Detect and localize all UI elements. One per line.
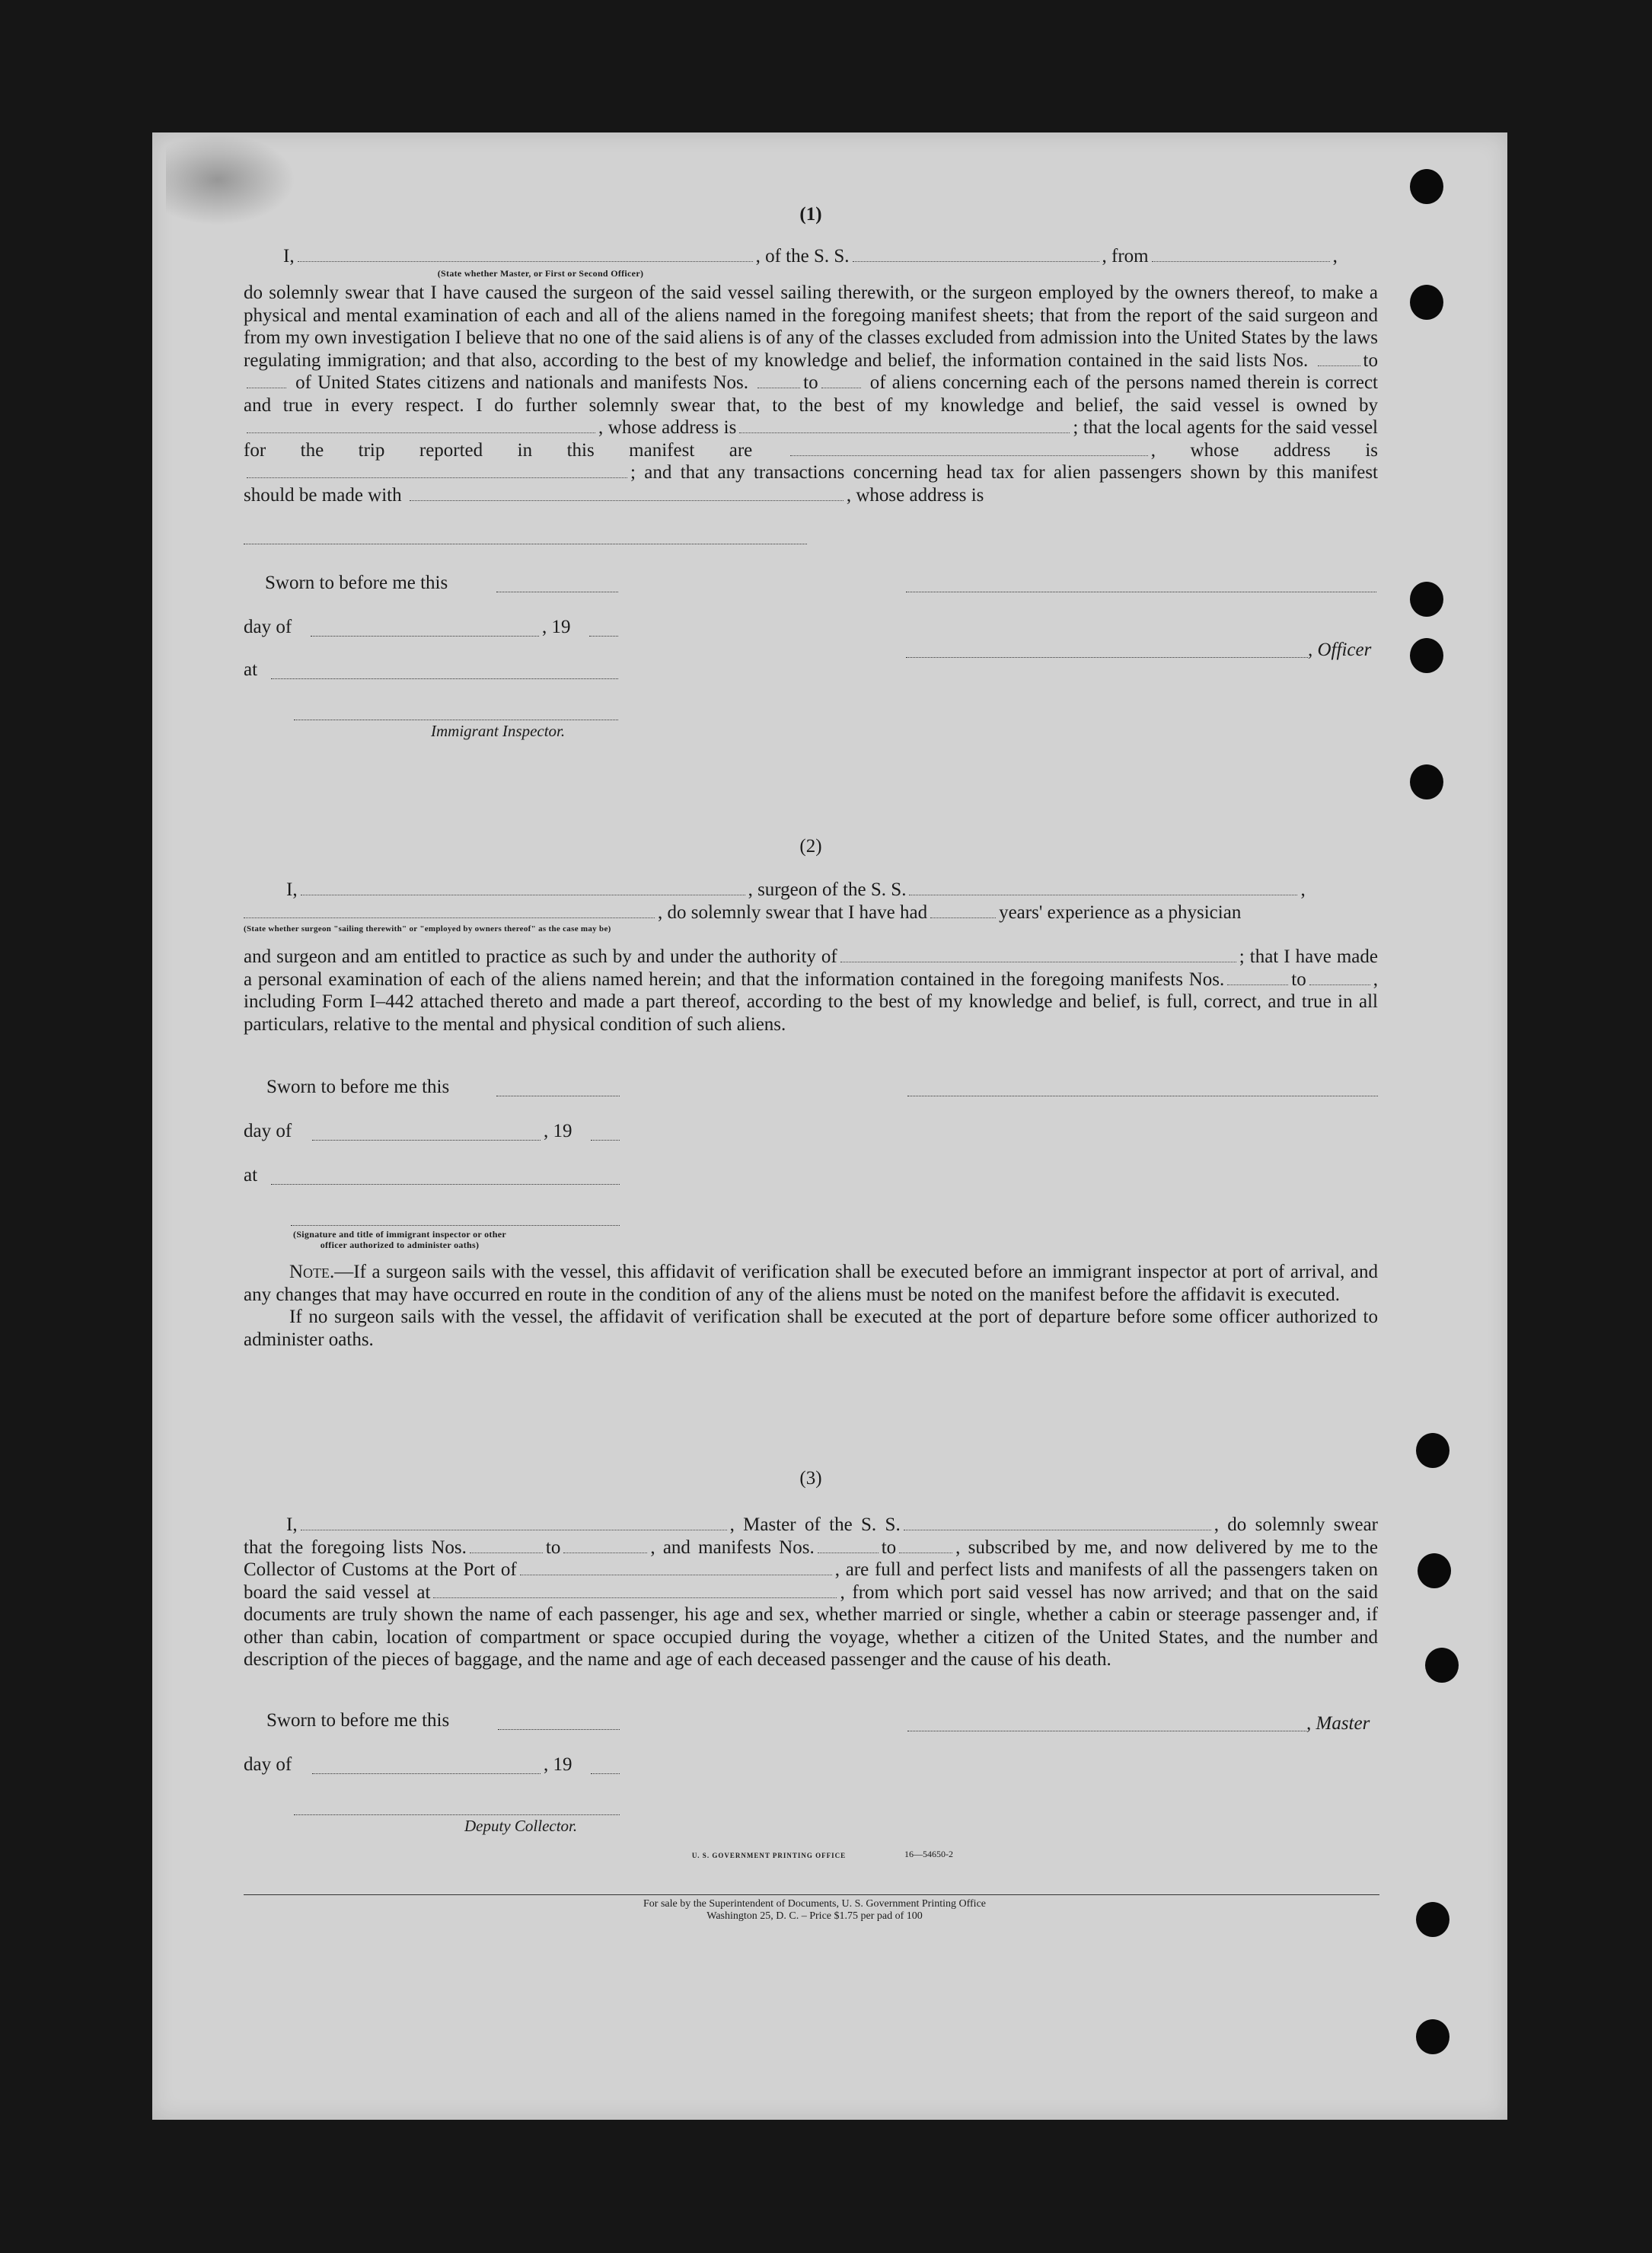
s2-note-1 [244, 1261, 1378, 1306]
s1-sworn-label: Sworn to before me this [265, 573, 448, 593]
s3-master-name-field[interactable] [301, 1516, 727, 1530]
s2-manifests-text: foregoing manifests Nos. [1030, 969, 1225, 990]
s3-i: I, [286, 1514, 298, 1535]
s1-at-field[interactable] [271, 678, 618, 679]
punch-hole [1425, 1648, 1459, 1683]
s3-manifests-text: , and manifests Nos. [650, 1537, 815, 1558]
s1-semi-a: ; [1073, 417, 1079, 438]
s1-to-b: to [803, 372, 818, 393]
punch-hole [1416, 1902, 1449, 1937]
s2-at-label: at [244, 1165, 258, 1186]
s1-manifests-to-field[interactable] [821, 374, 861, 388]
s2-swear-text: , do solemnly swear that I have had [658, 902, 928, 923]
s1-agents-field[interactable] [790, 442, 1148, 456]
s2-sig-hint-text: (Signature and title of immigrant inspector or other officer authorized to administer oaths) [293, 1229, 506, 1250]
sale-line-1: For sale by the Superintendent of Documents, U. S. Government Printing Office [643, 1898, 986, 1910]
s2-sworn-label: Sworn to before me this [266, 1077, 450, 1097]
s2-surgeon-label: , surgeon of the S. S. [748, 879, 907, 900]
s2-note-1-text: —If a surgeon sails with the vessel, this affidavit of verification shall be executed before an immigrant inspector at port of arrival, and any changes that may have occurred en route in the condition of any of the aliens must be noted on the manifest before the affidavit is executed. [244, 1262, 1378, 1305]
s1-paragraph-f: ; and that any transactions concerning head tax for alien passengers shown by this manifest should be made with [244, 462, 1378, 506]
s1-officer-field[interactable] [298, 247, 753, 262]
s1-paragraph-e: whose address is [1190, 439, 1379, 461]
s1-inspector-label: Immigrant Inspector. [431, 722, 566, 740]
s2-at-field[interactable] [271, 1183, 620, 1185]
s2-comma: , [1300, 879, 1306, 900]
s3-solemnly-text: , do solemnly [1213, 1514, 1325, 1535]
s3-manifests-from-field[interactable] [818, 1539, 879, 1553]
s1-whose-address-a: , whose address is [598, 417, 737, 438]
s1-year-label: , 19 [542, 617, 571, 637]
gpo-imprint: U. S. GOVERNMENT PRINTING OFFICE [691, 1852, 847, 1859]
s2-line-2 [244, 902, 1378, 924]
s2-manifests-to-field[interactable] [1309, 971, 1370, 985]
punch-hole [1410, 638, 1443, 673]
s2-day-of-label: day of [244, 1121, 292, 1141]
s2-surgeon-name-field[interactable] [301, 881, 745, 895]
form-number: 16—54650-2 [904, 1849, 953, 1859]
s1-lists-to-field[interactable] [247, 374, 286, 388]
s1-i: I, [283, 246, 295, 266]
s3-sworn-field[interactable] [498, 1728, 620, 1730]
s1-paragraph-g: , whose address is [846, 484, 984, 506]
s2-line-1 [244, 879, 1378, 902]
s1-day-field[interactable] [311, 635, 539, 637]
s3-master-label: , Master of the S. S. [729, 1514, 901, 1535]
s1-manifests-from-field[interactable] [757, 374, 800, 388]
s2-years-field[interactable] [930, 904, 996, 918]
s1-headtax-address-field[interactable] [244, 543, 807, 544]
s1-officer-hint [373, 268, 708, 279]
s3-board-text: manifests of all the passengers taken on board the said vessel at [244, 1559, 1378, 1603]
s2-belief-text: the best of my knowledge and belief, is full, correct, and true in all particulars, relative to the mental and physical condition of such aliens. [244, 991, 1378, 1035]
s2-hint-text: (State whether surgeon "sailing therewith" or "employed by owners thereof" as the case may be) [244, 924, 611, 933]
s2-ship-field[interactable] [909, 881, 1297, 895]
s2-note [244, 1261, 1378, 1351]
s2-signature-field[interactable] [907, 1095, 1378, 1096]
s3-sworn-label: Sworn to before me this [266, 1710, 450, 1731]
s1-officer-sign-field[interactable] [906, 656, 1308, 658]
s2-examination-text: that I have made a personal examination of each of the aliens named herein; and that the information contained in the [244, 946, 1379, 990]
s3-port-field[interactable] [520, 1561, 832, 1575]
s2-form-text: , including Form I–442 attached thereto and made a part thereof, according to [244, 969, 1378, 1012]
s3-port-text: delivered by me to the Collector of Customs at the Port of [244, 1537, 1378, 1580]
s3-from-which-text: , from which [840, 1581, 943, 1603]
s1-headtax-field[interactable] [410, 487, 844, 501]
section-1-body [244, 282, 1378, 506]
s3-ship-field[interactable] [904, 1516, 1211, 1530]
s1-signature-field[interactable] [906, 591, 1376, 592]
punch-hole [1410, 169, 1443, 204]
s3-lists-from-field[interactable] [470, 1539, 543, 1553]
s3-subscribed-text: , subscribed by me, and now [955, 1537, 1188, 1558]
s2-semi: ; [1239, 946, 1245, 967]
s2-authority-field[interactable] [840, 948, 1236, 962]
s1-ss-label: , of the S. S. [755, 246, 850, 266]
punch-hole [1410, 764, 1443, 799]
s1-paragraph-c: of aliens concerning each of the persons named therein is correct and true in every respect. I do further solemnly swear that, to the best of my knowledge and belief, the said vessel is owned by [244, 372, 1378, 416]
s1-day-of-label: day of [244, 617, 292, 637]
s2-sig-hint [289, 1229, 510, 1250]
s1-owner-field[interactable] [247, 419, 595, 433]
s3-master-sign-field[interactable] [907, 1730, 1306, 1731]
s3-collector-sign-field[interactable] [294, 1814, 620, 1815]
s1-agents-address-field[interactable] [247, 464, 627, 478]
sale-line-2: Washington 25, D. C. – Price $1.75 per pad of 100 [706, 1910, 923, 1922]
s2-inspector-sign-field[interactable] [291, 1224, 620, 1226]
punch-hole [1416, 1433, 1449, 1468]
section-1-first-line [244, 245, 1378, 268]
s1-from-field[interactable] [1152, 247, 1330, 262]
s2-status-field[interactable] [244, 904, 655, 918]
section-3-heading: (3) [799, 1468, 822, 1489]
s3-master-label: , Master [1306, 1713, 1370, 1734]
punch-hole [1418, 1553, 1451, 1588]
punch-hole [1410, 285, 1443, 320]
s1-from-label: , from [1102, 246, 1149, 266]
s2-note-label: Note. [289, 1262, 335, 1282]
s3-perfect-text: , are full and perfect lists and [834, 1559, 1064, 1580]
s3-arrived-text: port said vessel has now arrived; and that on the said documents are truly shown the name of each passenger, his age and sex, whether married or single, whether a cabin or steerage passenger and, if other than cabin, location of compartment or space occupied during the voyage, whether a citizen of the United States, and the number and description of the pieces of baggage, and the name and age of each deceased passenger and the cause of his death. [244, 1581, 1379, 1670]
s3-day-of-label: day of [244, 1754, 292, 1775]
s1-to-a: to [1363, 349, 1378, 371]
s1-year-field[interactable] [589, 635, 618, 637]
punch-hole [1410, 582, 1443, 617]
section-2-heading: (2) [799, 836, 822, 857]
s3-manifests-to-field[interactable] [899, 1539, 952, 1553]
s1-lists-from-field[interactable] [1318, 352, 1360, 366]
s1-paragraph-b: of United States citizens and nationals and manifests Nos. [295, 372, 749, 393]
s3-day-field[interactable] [312, 1773, 541, 1774]
s2-authority-text: and surgeon and am entitled to practice as such by and under the authority of [244, 946, 837, 967]
s2-note-2: If no surgeon sails with the vessel, the affidavit of verification shall be executed at the port of departure before some officer authorized to administer oaths. [244, 1307, 1378, 1350]
s2-sworn-field[interactable] [496, 1095, 620, 1096]
s2-status-hint [244, 923, 898, 934]
s2-body [244, 946, 1378, 1036]
s1-officer-label: , Officer [1308, 640, 1372, 660]
s2-experience-text: years' experience as a physician [999, 902, 1242, 923]
s2-year-field[interactable] [591, 1139, 620, 1141]
s3-collector-label: Deputy Collector. [464, 1817, 578, 1835]
s2-day-field[interactable] [312, 1139, 541, 1141]
s2-manifests-from-field[interactable] [1227, 971, 1288, 985]
s2-year-label: , 19 [544, 1121, 572, 1141]
s1-comma-b: , [1150, 439, 1156, 461]
s1-paragraph-d: that the local agents for the said vessel for the trip reported in this manifest are [244, 417, 1379, 461]
s3-body [244, 1514, 1378, 1671]
s1-comma: , [1332, 246, 1338, 266]
s3-lists-text: swear that the foregoing lists Nos. [244, 1514, 1378, 1558]
section-1-heading: (1) [799, 204, 822, 225]
s1-paragraph-a: do solemnly swear that I have caused the surgeon of the said vessel sailing therewith, or the surgeon employed by the owners thereof, to make a physical and mental examination of each and all of the aliens named in the foregoing manifest sheets; that from the report of the said surgeon and from my own investigation I believe that no one of the said aliens is of any of the classes excluded from admission into the United States by the laws regulating immigration; and that also, according to the best of my knowledge and belief, the information contained in the said lists Nos. [244, 282, 1378, 371]
s2-i: I, [286, 879, 298, 900]
s1-ship-field[interactable] [853, 247, 1099, 262]
s3-year-label: , 19 [544, 1754, 572, 1775]
s3-to-a: to [545, 1537, 561, 1558]
s1-sworn-field[interactable] [496, 591, 618, 592]
s3-year-field[interactable] [591, 1773, 620, 1774]
s1-owner-address-field[interactable] [739, 419, 1070, 433]
punch-hole [1416, 2019, 1449, 2054]
s2-to: to [1291, 969, 1306, 990]
s1-inspector-sign-field[interactable] [294, 719, 618, 720]
s3-lists-to-field[interactable] [563, 1539, 647, 1553]
footer-rule [244, 1894, 1379, 1895]
s3-to-b: to [881, 1537, 897, 1558]
s1-at-label: at [244, 659, 258, 680]
s3-board-port-field[interactable] [433, 1584, 837, 1598]
s1-hint-text: (State whether Master, or First or Second Officer) [437, 268, 644, 279]
